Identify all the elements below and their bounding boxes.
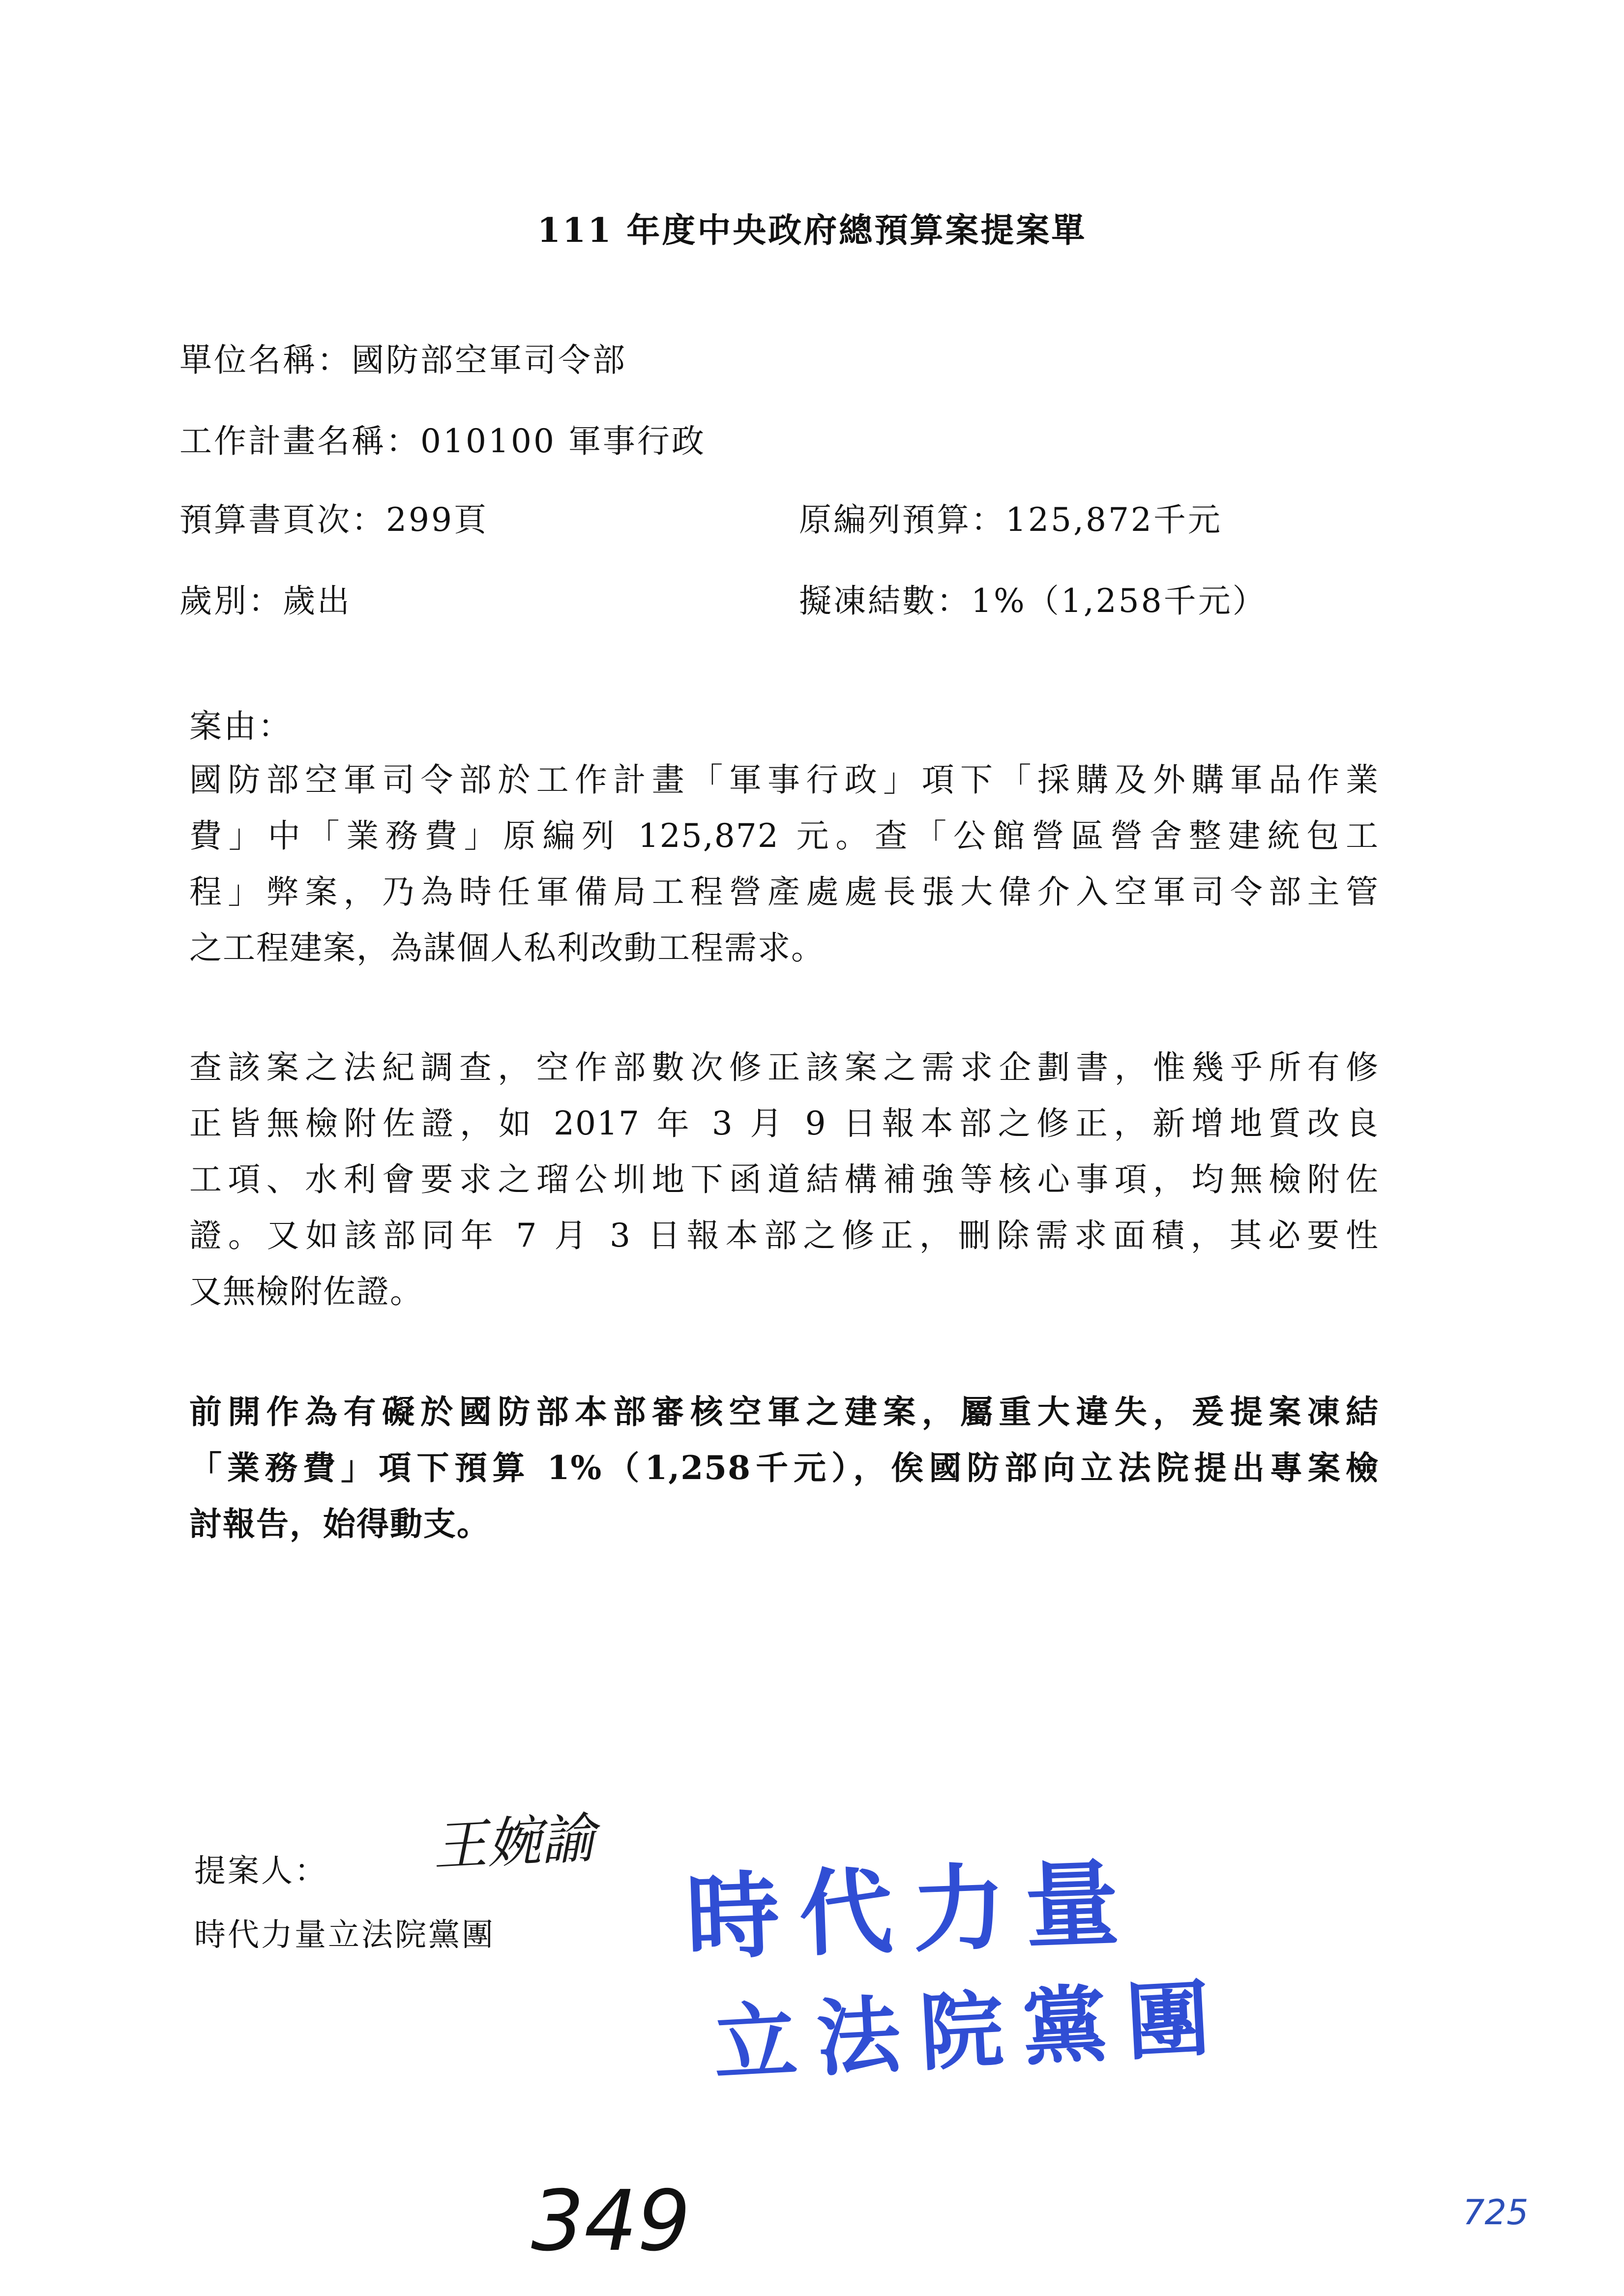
party-stamp-line-2: 立法院黨團 bbox=[711, 1969, 1232, 2094]
paragraph-line: 「業務費」項下預算 1%（1,258千元），俟國防部向立法院提出專案檢 bbox=[189, 1449, 1379, 1487]
freeze-amount-field: 擬凍結數：1%（1,258千元） bbox=[799, 582, 1267, 620]
paragraph-line: 工項、水利會要求之瑠公圳地下函道結構補強等核心事項，均無檢附佐 bbox=[189, 1161, 1379, 1198]
paragraph-line: 費」中「業務費」原編列 125,872 元。查「公館營區營舍整建統包工 bbox=[189, 817, 1379, 855]
paragraph-line: 證。又如該部同年 7 月 3 日報本部之修正，刪除需求面積，其必要性 bbox=[189, 1217, 1379, 1254]
paragraph-line: 又無檢附佐證。 bbox=[189, 1273, 423, 1310]
document-title: 111 年度中央政府總預算案提案單 bbox=[537, 211, 1087, 250]
handwritten-page-number: 349 bbox=[531, 2173, 691, 2270]
paragraph-line: 討報告，始得動支。 bbox=[189, 1505, 490, 1543]
work-plan-field: 工作計畫名稱：010100 軍事行政 bbox=[179, 422, 706, 460]
party-stamp-line-1: 時代力量 bbox=[684, 1849, 1141, 1973]
paragraph-line: 之工程建案，為謀個人私利改動工程需求。 bbox=[189, 929, 825, 967]
handwritten-signature: 王婉諭 bbox=[431, 1806, 597, 1878]
proposer-label: 提案人： bbox=[194, 1853, 328, 1889]
reason-paragraph-3-bold bbox=[189, 1384, 1379, 1552]
reason-paragraph-2 bbox=[189, 1040, 1379, 1320]
paragraph-line: 查該案之法紀調查，空作部數次修正該案之需求企劃書，惟幾乎所有修 bbox=[189, 1048, 1379, 1086]
category-field: 歲別：歲出 bbox=[179, 582, 352, 620]
corner-page-number: 725 bbox=[1463, 2192, 1529, 2233]
proposer-party: 時代力量立法院黨團 bbox=[194, 1917, 495, 1953]
budget-page-field: 預算書頁次：299頁 bbox=[179, 501, 488, 539]
paragraph-line: 正皆無檢附佐證，如 2017 年 3 月 9 日報本部之修正，新增地質改良 bbox=[189, 1104, 1379, 1142]
unit-name-field: 單位名稱：國防部空軍司令部 bbox=[179, 341, 627, 379]
reason-heading: 案由： bbox=[189, 707, 293, 745]
reason-paragraph-1 bbox=[189, 752, 1379, 976]
paragraph-line: 國防部空軍司令部於工作計畫「軍事行政」項下「採購及外購軍品作業 bbox=[189, 761, 1379, 799]
paragraph-line: 前開作為有礙於國防部本部審核空軍之建案，屬重大違失，爰提案凍結 bbox=[189, 1393, 1379, 1431]
paragraph-line: 程」弊案，乃為時任軍備局工程營產處處長張大偉介入空軍司令部主管 bbox=[189, 873, 1379, 911]
original-budget-field: 原編列預算：125,872千元 bbox=[799, 501, 1222, 539]
